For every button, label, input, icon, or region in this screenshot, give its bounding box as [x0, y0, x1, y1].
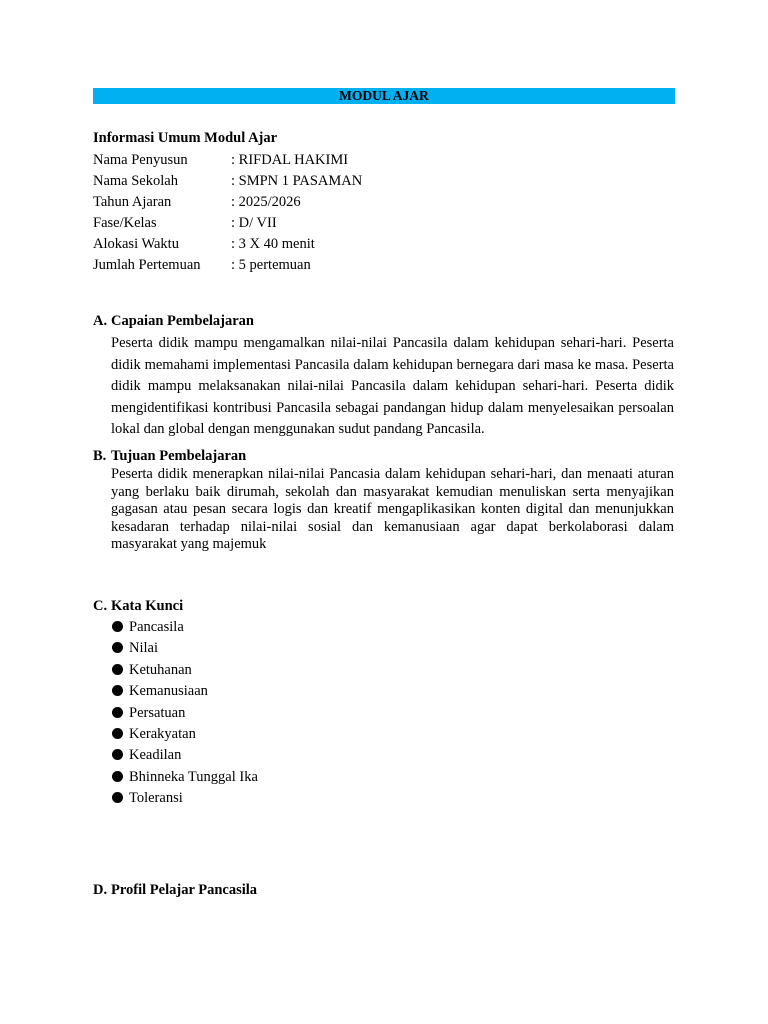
info-label: Alokasi Waktu [93, 236, 179, 252]
keyword-item [112, 638, 258, 659]
keyword-item [112, 660, 258, 681]
info-value: : SMPN 1 PASAMAN [231, 173, 363, 189]
keyword-text: Kerakyatan [129, 725, 196, 742]
section-number: B. [93, 448, 107, 464]
section-title: Capaian Pembelajaran [111, 313, 254, 329]
section-d-heading [93, 881, 257, 899]
keyword-text: Kemanusiaan [129, 683, 208, 700]
info-row-pertemuan [93, 255, 362, 276]
info-row-alokasi [93, 234, 362, 255]
info-value: : 5 pertemuan [231, 257, 311, 273]
info-value: : 2025/2026 [231, 194, 301, 210]
info-label: Tahun Ajaran [93, 194, 172, 210]
keyword-item [112, 788, 258, 809]
bullet-icon [112, 707, 123, 718]
section-number: A. [93, 313, 108, 329]
section-b-heading [93, 447, 246, 465]
bullet-icon [112, 792, 123, 803]
bullet-icon [112, 642, 123, 653]
info-row-tahun [93, 192, 362, 213]
keyword-text: Nilai [129, 640, 158, 657]
document-title: MODUL AJAR [93, 88, 675, 104]
info-table [93, 150, 362, 276]
section-title: Profil Pelajar Pancasila [111, 882, 258, 898]
keyword-text: Keadilan [129, 747, 182, 764]
keyword-text: Pancasila [129, 619, 184, 635]
keyword-item [112, 745, 258, 766]
info-value: : D/ VII [231, 215, 277, 231]
info-value: : 3 X 40 menit [231, 236, 315, 252]
keyword-item [112, 767, 258, 788]
section-title: Tujuan Pembelajaran [111, 448, 247, 464]
info-heading: Informasi Umum Modul Ajar [93, 130, 278, 146]
bullet-icon [112, 728, 123, 739]
keyword-text: Persatuan [129, 704, 186, 721]
section-number: C. [93, 598, 108, 614]
keyword-item [112, 681, 258, 702]
info-label: Fase/Kelas [93, 215, 157, 231]
section-a-heading [93, 312, 254, 330]
bullet-icon [112, 621, 123, 632]
tujuan-paragraph: Peserta didik menerapkan nilai-nilai Pancasia dalam kehidupan sehari-hari, dan menaati aturan yang berlaku baik dirumah, sekolah dan masyarakat kemudian menuliskan serta menyajikan gagasan atau pesan secara logis dan kreatif mengaplikasikan konten digital dan menunjukkan kesadaran terhadap nilai-nilai sosial dan kemanusiaan agar dapat berkolaborasi dalam masyarakat yang majemuk [111, 466, 674, 552]
bullet-icon [112, 664, 123, 675]
section-title: Kata Kunci [111, 598, 184, 614]
bullet-icon [112, 685, 123, 696]
section-number: D. [93, 882, 108, 898]
keyword-text: Toleransi [129, 790, 183, 807]
keyword-list [112, 617, 258, 810]
info-row-penyusun [93, 150, 362, 171]
info-label: Jumlah Pertemuan [93, 257, 201, 273]
capaian-paragraph: Peserta didik mampu mengamalkan nilai-nilai Pancasila dalam kehidupan sehari-hari. Peserta didik memahami implementasi Pancasila dalam kehidupan bernegara dari masa ke masa. Peserta didik mampu melaksanakan nilai-nilai Pancasila dalam kehidupan sehari-hari. Peserta didik mengidentifikasi kontribusi Pancasila sebagai pandangan hidup dalam menyelesaikan persoalan lokal dan global dengan menggunakan sudut pandang Pancasila. [111, 335, 674, 437]
keyword-item [112, 724, 258, 745]
keyword-item [112, 617, 258, 638]
info-row-fase [93, 213, 362, 234]
info-label: Nama Sekolah [93, 173, 178, 189]
info-label: Nama Penyusun [93, 152, 188, 168]
keyword-text: Ketuhanan [129, 661, 192, 678]
keyword-item [112, 703, 258, 724]
bullet-icon [112, 749, 123, 760]
info-row-sekolah [93, 171, 362, 192]
section-c-heading [93, 597, 183, 615]
bullet-icon [112, 771, 123, 782]
info-value: : RIFDAL HAKIMI [231, 152, 349, 168]
keyword-text: Bhinneka Tunggal Ika [129, 768, 258, 785]
